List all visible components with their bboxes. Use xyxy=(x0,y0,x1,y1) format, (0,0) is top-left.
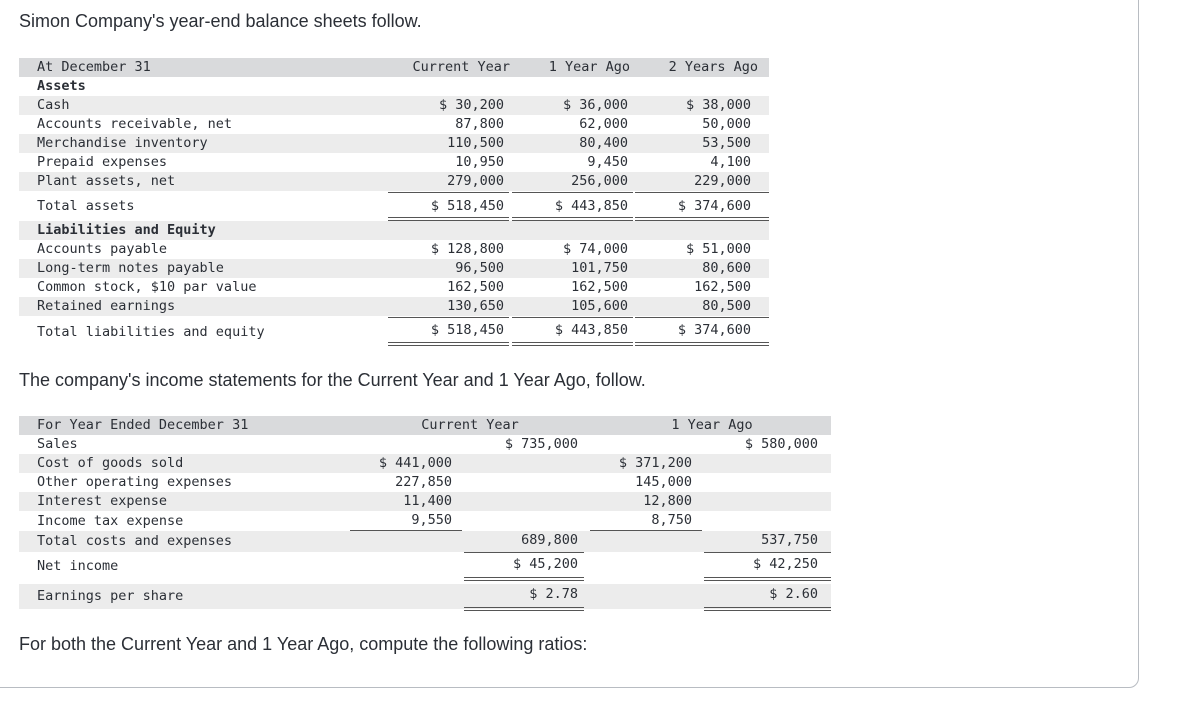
row-label: Prepaid expenses xyxy=(37,154,168,170)
balance-sheet-header-label: At December 31 xyxy=(37,59,151,75)
subtotal-rule xyxy=(704,552,831,553)
cell-2-years-ago: $ 51,000 xyxy=(685,241,751,257)
row-label: Sales xyxy=(37,436,78,452)
closing-text: For both the Current Year and 1 Year Ago, compute the following ratios: xyxy=(19,634,588,654)
cell-current-year: 9,550 xyxy=(411,512,452,528)
cell-current-year: $ 128,800 xyxy=(430,241,504,257)
cell-current-year: $ 518,450 xyxy=(430,198,504,214)
cell-1-year-ago: 105,600 xyxy=(571,298,628,314)
row-label: Income tax expense xyxy=(37,513,184,529)
cell-1-year-ago: 145,000 xyxy=(635,474,692,490)
income-statement-header-label: For Year Ended December 31 xyxy=(37,417,249,433)
cell-current-year: 227,850 xyxy=(395,474,452,490)
subtotal-rule xyxy=(590,530,702,531)
cell-1-year-ago: 62,000 xyxy=(579,116,628,132)
total-double-rule xyxy=(635,217,769,221)
total-double-rule xyxy=(464,607,584,611)
subtotal-rule xyxy=(388,192,509,193)
row-label: Interest expense xyxy=(37,493,168,509)
subtotal-rule xyxy=(350,530,462,531)
cell-1-year-ago-total: $ 580,000 xyxy=(744,436,818,452)
subtotal-rule xyxy=(512,317,633,318)
cell-2-years-ago: 50,000 xyxy=(702,116,751,132)
cell-1-year-ago: $ 74,000 xyxy=(562,241,628,257)
cell-current-year: $ 518,450 xyxy=(430,322,504,338)
cell-current-year: 110,500 xyxy=(447,135,504,151)
total-double-rule xyxy=(704,607,831,611)
cell-1-year-ago: 256,000 xyxy=(571,173,628,189)
cell-1-year-ago-total: 537,750 xyxy=(761,532,818,548)
cell-2-years-ago: 162,500 xyxy=(694,279,751,295)
income-intro-text: The company's income statements for the Current Year and 1 Year Ago, follow. xyxy=(19,370,646,390)
column-header-1-year-ago: 1 Year Ago xyxy=(548,59,630,75)
total-double-rule xyxy=(635,342,769,346)
cell-current-year: 162,500 xyxy=(447,279,504,295)
total-double-rule xyxy=(512,217,633,221)
row-label: Merchandise inventory xyxy=(37,135,208,151)
cell-1-year-ago: $ 443,850 xyxy=(554,322,628,338)
row-label: Retained earnings xyxy=(37,298,176,314)
cell-current-year: 279,000 xyxy=(447,173,504,189)
liabilities-heading: Liabilities and Equity xyxy=(37,222,216,238)
intro-text: Simon Company's year-end balance sheets follow. xyxy=(19,11,422,31)
row-label: Common stock, $10 par value xyxy=(37,279,257,295)
cell-current-year: 11,400 xyxy=(403,493,452,509)
cell-1-year-ago: $ 443,850 xyxy=(554,198,628,214)
cell-current-year: $ 30,200 xyxy=(438,97,504,113)
cell-2-years-ago: 80,600 xyxy=(702,260,751,276)
row-label: Earnings per share xyxy=(37,588,184,604)
row-label: Accounts payable xyxy=(37,241,168,257)
row-label: Accounts receivable, net xyxy=(37,116,233,132)
cell-1-year-ago: $ 371,200 xyxy=(618,455,692,471)
cell-1-year-ago-total: $ 42,250 xyxy=(752,556,818,572)
row-label: Other operating expenses xyxy=(37,474,233,490)
assets-heading: Assets xyxy=(37,78,86,94)
row-label: Plant assets, net xyxy=(37,173,176,189)
column-header-2-years-ago: 2 Years Ago xyxy=(668,59,758,75)
row-label: Net income xyxy=(37,558,119,574)
total-double-rule xyxy=(704,577,831,581)
cell-1-year-ago: 162,500 xyxy=(571,279,628,295)
cell-2-years-ago: $ 374,600 xyxy=(677,322,751,338)
cell-2-years-ago: 53,500 xyxy=(702,135,751,151)
row-label: Total assets xyxy=(37,198,135,214)
cell-current-year: 130,650 xyxy=(447,298,504,314)
cell-current-year: $ 441,000 xyxy=(378,455,452,471)
row-label: Total liabilities and equity xyxy=(37,324,265,340)
subtotal-rule xyxy=(512,192,633,193)
cell-1-year-ago: 101,750 xyxy=(571,260,628,276)
cell-current-year: 96,500 xyxy=(455,260,504,276)
subtotal-rule xyxy=(635,317,769,318)
cell-current-year-total: $ 2.78 xyxy=(529,586,578,602)
cell-1-year-ago: 8,750 xyxy=(651,512,692,528)
cell-current-year-total: 689,800 xyxy=(521,532,578,548)
cell-2-years-ago: $ 374,600 xyxy=(677,198,751,214)
cell-current-year: 10,950 xyxy=(455,154,504,170)
column-header-current-year: Current Year xyxy=(421,417,519,433)
cell-1-year-ago: 12,800 xyxy=(643,493,692,509)
total-double-rule xyxy=(464,577,584,581)
total-double-rule xyxy=(512,342,633,346)
cell-1-year-ago-total: $ 2.60 xyxy=(769,586,818,602)
cell-2-years-ago: $ 38,000 xyxy=(685,97,751,113)
cell-current-year: 87,800 xyxy=(455,116,504,132)
total-double-rule xyxy=(388,217,509,221)
row-label: Total costs and expenses xyxy=(37,533,233,549)
row-label: Cost of goods sold xyxy=(37,455,184,471)
column-header-1-year-ago: 1 Year Ago xyxy=(671,417,753,433)
subtotal-rule xyxy=(388,317,509,318)
cell-current-year-total: $ 45,200 xyxy=(512,556,578,572)
column-header-current-year: Current Year xyxy=(412,59,510,75)
row-label: Cash xyxy=(37,97,70,113)
subtotal-rule xyxy=(464,552,584,553)
cell-1-year-ago: 9,450 xyxy=(587,154,628,170)
cell-2-years-ago: 4,100 xyxy=(710,154,751,170)
cell-1-year-ago: $ 36,000 xyxy=(562,97,628,113)
total-double-rule xyxy=(388,342,509,346)
cell-2-years-ago: 80,500 xyxy=(702,298,751,314)
row-label: Long-term notes payable xyxy=(37,260,224,276)
cell-1-year-ago: 80,400 xyxy=(579,135,628,151)
cell-current-year-total: $ 735,000 xyxy=(504,436,578,452)
subtotal-rule xyxy=(635,192,769,193)
cell-2-years-ago: 229,000 xyxy=(694,173,751,189)
